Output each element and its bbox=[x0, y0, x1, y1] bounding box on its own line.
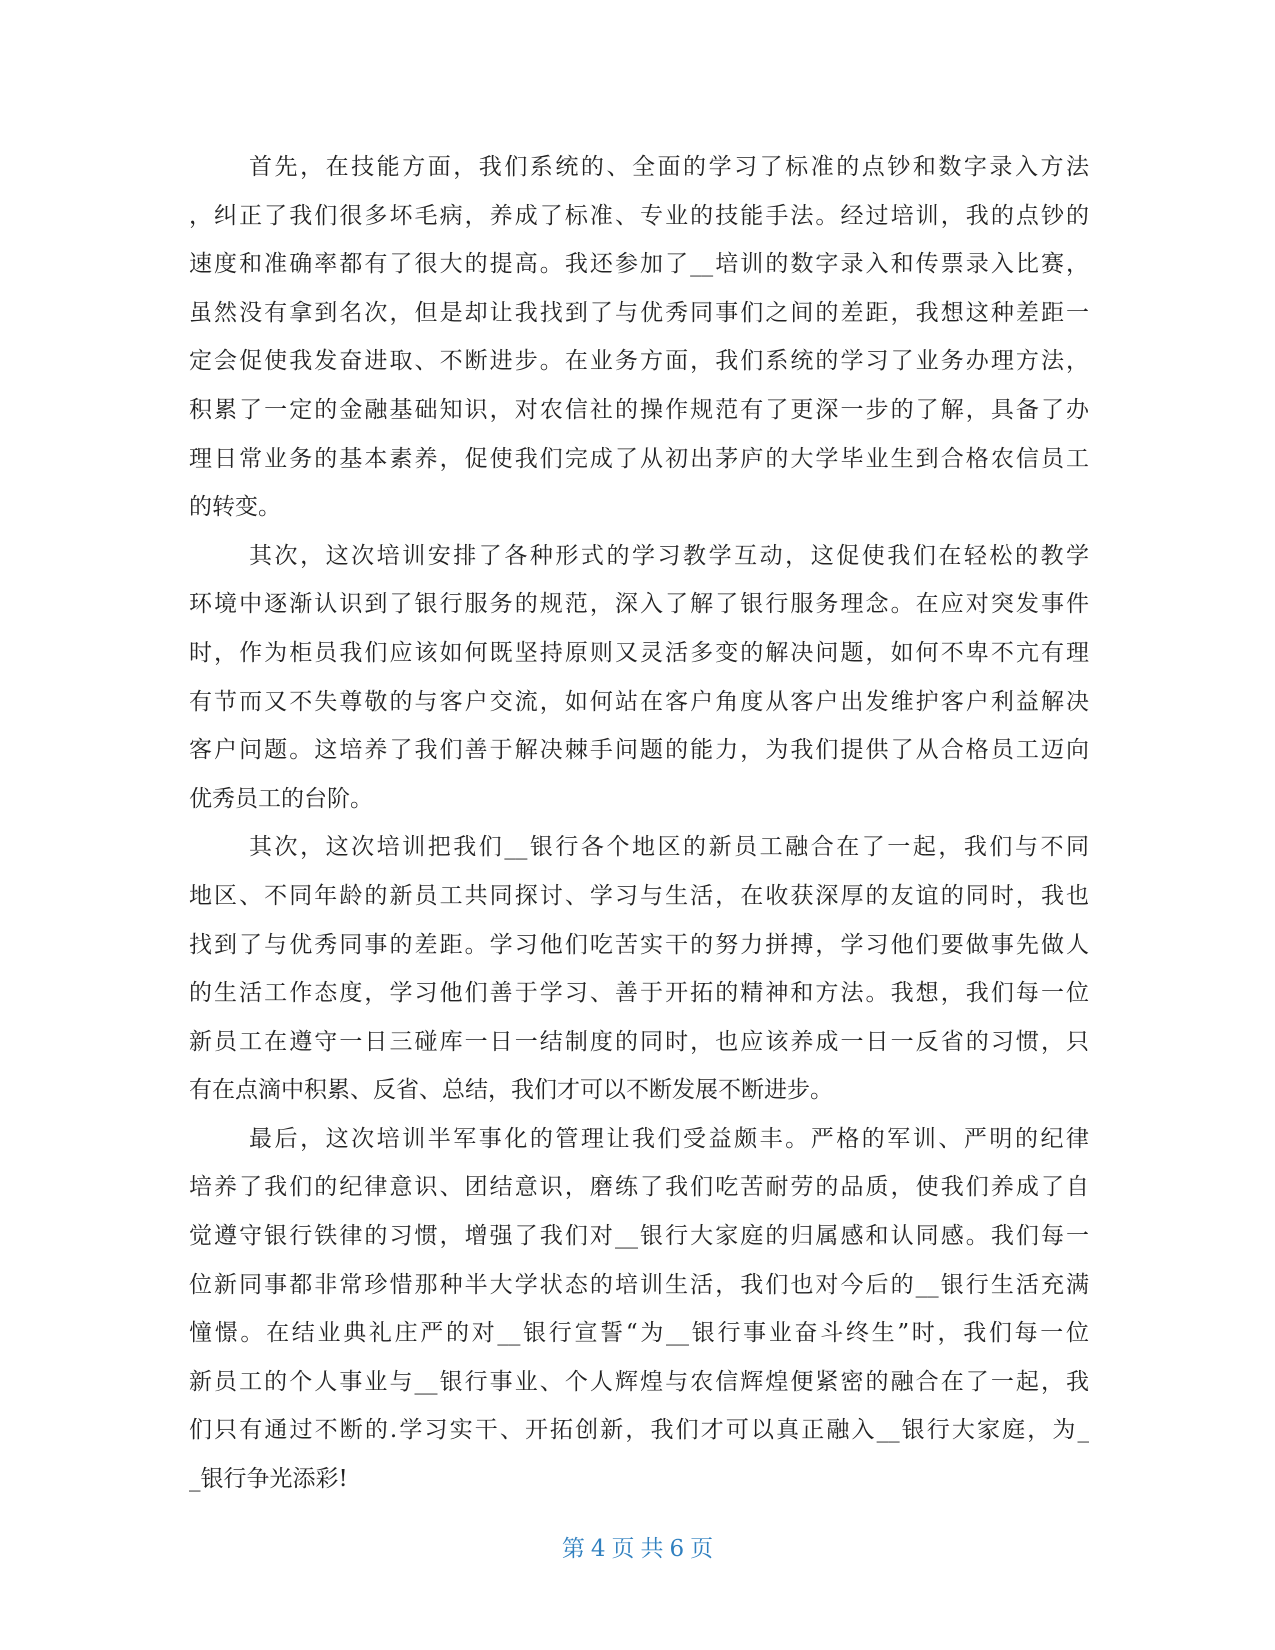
text-line: 地区、不同年龄的新员工共同探讨、学习与生活，在收获深厚的友谊的同时，我也 bbox=[189, 882, 1089, 909]
page-unit: 页 bbox=[611, 1536, 635, 1562]
text-line: 虽然没有拿到名次，但是却让我找到了与优秀同事们之间的差距，我想这种差距一 bbox=[189, 299, 1089, 326]
text-line: 的生活工作态度，学习他们善于学习、善于开拓的精神和方法。我想，我们每一位 bbox=[189, 980, 1089, 1007]
total-unit: 页 bbox=[690, 1536, 714, 1562]
text-line: 首先，在技能方面，我们系统的、全面的学习了标准的点钞和数字录入方法 bbox=[249, 154, 1089, 180]
document-body bbox=[189, 143, 1089, 1504]
text-line: 其次，这次培训安排了各种形式的学习教学互动，这促使我们在轻松的教学 bbox=[249, 542, 1089, 569]
text-line: 们只有通过不断的.学习实干、开拓创新，我们才可以真正融入__银行大家庭，为_ bbox=[189, 1417, 1089, 1444]
page-number: 4 bbox=[590, 1536, 606, 1562]
text-line: 培养了我们的纪律意识、团结意识，磨练了我们吃苦耐劳的品质，使我们养成了自 bbox=[189, 1174, 1089, 1201]
text-line: 积累了一定的金融基础知识，对农信社的操作规范有了更深一步的了解，具备了办 bbox=[189, 396, 1089, 423]
text-line: 找到了与优秀同事的差距。学习他们吃苦实干的努力拼搏，学习他们要做事先做人 bbox=[189, 931, 1089, 958]
paragraph bbox=[189, 143, 1089, 532]
text-line: 的转变。 bbox=[189, 494, 281, 521]
text-line: 理日常业务的基本素养，促使我们完成了从初出茅庐的大学毕业生到合格农信员工 bbox=[189, 445, 1089, 472]
text-line: 客户问题。这培养了我们善于解决棘手问题的能力，为我们提供了从合格员工迈向 bbox=[189, 737, 1089, 764]
text-line: 憧憬。在结业典礼庄严的对__银行宣誓“为__银行事业奋斗终生”时，我们每一位 bbox=[189, 1320, 1089, 1347]
paragraph bbox=[189, 532, 1089, 824]
text-line: 优秀员工的台阶。 bbox=[189, 785, 373, 812]
text-line: 其次，这次培训把我们__银行各个地区的新员工融合在了一起，我们与不同 bbox=[249, 834, 1089, 861]
text-line: _银行争光添彩! bbox=[189, 1466, 348, 1493]
text-line: ，纠正了我们很多坏毛病，养成了标准、专业的技能手法。经过培训，我的点钞的 bbox=[189, 202, 1089, 229]
paragraph bbox=[189, 823, 1089, 1115]
text-line: 有在点滴中积累、反省、总结，我们才可以不断发展不断进步。 bbox=[189, 1077, 833, 1104]
text-line: 新员工在遵守一日三碰库一日一结制度的同时，也应该养成一日一反省的习惯，只 bbox=[189, 1028, 1089, 1055]
text-line: 环境中逐渐认识到了银行服务的规范，深入了解了银行服务理念。在应对突发事件 bbox=[189, 591, 1089, 618]
text-line: 位新同事都非常珍惜那种半大学状态的培训生活，我们也对今后的__银行生活充满 bbox=[189, 1271, 1089, 1298]
text-line: 时，作为柜员我们应该如何既坚持原则又灵活多变的解决问题，如何不卑不亢有理 bbox=[189, 639, 1089, 666]
text-line: 觉遵守银行铁律的习惯，增强了我们对__银行大家庭的归属感和认同感。我们每一 bbox=[189, 1223, 1089, 1250]
text-line: 定会促使我发奋进取、不断进步。在业务方面，我们系统的学习了业务办理方法， bbox=[189, 348, 1089, 375]
paragraph bbox=[189, 1115, 1089, 1504]
text-line: 新员工的个人事业与__银行事业、个人辉煌与农信辉煌便紧密的融合在了一起，我 bbox=[189, 1368, 1089, 1395]
page-label: 第 bbox=[561, 1536, 585, 1562]
text-line: 速度和准确率都有了很大的提高。我还参加了__培训的数字录入和传票录入比赛， bbox=[189, 251, 1089, 278]
page-footer bbox=[0, 1534, 1275, 1564]
total-label: 共 bbox=[640, 1536, 664, 1562]
total-pages: 6 bbox=[669, 1536, 685, 1562]
text-line: 有节而又不失尊敬的与客户交流，如何站在客户角度从客户出发维护客户利益解决 bbox=[189, 688, 1089, 715]
text-line: 最后，这次培训半军事化的管理让我们受益颇丰。严格的军训、严明的纪律 bbox=[249, 1125, 1089, 1152]
